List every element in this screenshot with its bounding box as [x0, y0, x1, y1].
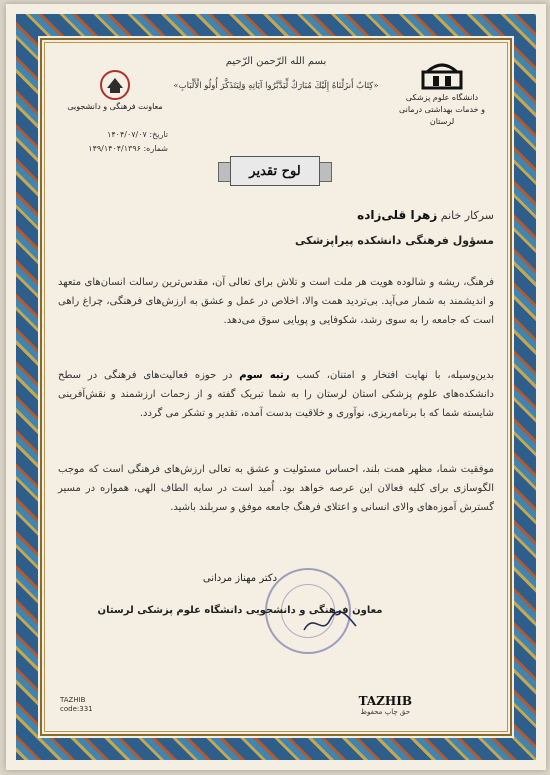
footer-copyright — [359, 694, 412, 716]
body-paragraph-1: فرهنگ، ریشه و شالوده هویت هر ملت است و تلاش برای تعالی آن، مقدس‌ترین رسالت انسان‌های متعهد و اندیشمند به شمار می‌آید. بی‌تردید همت والا، اخلاص در عمل و عشق به ارزش‌های فرهنگی، چراغ راهی است که جامعه را به سوی رشد، شکوفایی و پویایی سوق می‌دهد. — [58, 277, 494, 326]
salutation — [357, 208, 494, 222]
rank-highlight: رتبه سوم — [239, 370, 290, 381]
university-logo-icon — [419, 58, 465, 92]
body-paragraph-3: موفقیت شما، مظهر همت بلند، احساس مسئولیت و عشق به تعالی ارزش‌های فرهنگی است که موجب الگوسازی برای کلیه فعالان این عرصه خواهد بود. اُمید است در سایه الطاف الهی، همواره در مسیر گسترش آموزه‌های والای انسانی و اعتلای فرهنگ جامعه موفق و سربلند باشید. — [58, 464, 494, 513]
letter-meta — [58, 128, 168, 156]
recipient-name: زهرا قلی‌زاده — [357, 208, 438, 222]
body-paragraph-2 — [58, 366, 494, 423]
deputy-logo-block — [60, 68, 170, 111]
publisher-logo: TAZHIB — [358, 694, 412, 708]
footer-brand: TAZHIB — [60, 696, 86, 704]
letter-date: تاریخ: ۱۴۰۴/۰۷/۰۷ — [107, 130, 168, 139]
basmala: بسم الله الرّحمن الرّحيم — [225, 56, 327, 67]
quran-verse: «كِتَابٌ أَنزَلْنَاهُ إِلَيْكَ مُبَارَكٌ لِّيَدَّبَّرُوا آيَاتِهِ وَلِيَتَذَكَّرَ أُولُو الْأَلْبَابِ» — [173, 81, 379, 91]
signer-title: معاون فرهنگی و دانشجویی دانشگاه علوم پزشکی لرستان — [97, 605, 383, 616]
copyright-text: حق چاپ محفوظ — [360, 708, 411, 716]
certificate-paper — [6, 4, 546, 770]
footer-code — [60, 696, 93, 714]
university-name-line1: دانشگاه علوم پزشکی — [405, 93, 479, 102]
footer-code-number: code:331 — [60, 705, 93, 713]
certificate-content — [50, 48, 502, 726]
certificate-title: لوح تقدیر — [230, 156, 320, 186]
title-banner — [220, 152, 330, 190]
recipient-position: مسؤول فرهنگی دانشکده پیراپزشکی — [295, 234, 494, 247]
deputy-label: معاونت فرهنگی و دانشجویی — [67, 102, 163, 111]
p2-text-before: بدین‌وسیله، با نهایت افتخار و امتنان، کسب — [296, 370, 494, 381]
letter-number: شماره: ۱۴۹/۱۴۰۴/۱۳۹۶ — [88, 144, 168, 153]
university-logo-block — [392, 58, 492, 128]
p2-text-after: در حوزه فعالیت‌های فرهنگی در سطح دانشکده‌های علوم پزشکی استان لرستان را به شما تبریک گفته و از زحمات ارزشمند و نقش‌آفرینی شایسته شما که با برنامه‌ریزی، نوآوری و خلاقیت بدست آمده، تقدیر و تشکر می گردد. — [58, 370, 494, 419]
signer-name: دکتر مهناز مردانی — [202, 573, 278, 584]
recipient-prefix: سرکار خانم — [440, 209, 494, 222]
deputy-logo-icon — [98, 68, 132, 102]
university-name-line2: و خدمات بهداشتی درمانی لرستان — [398, 105, 486, 126]
